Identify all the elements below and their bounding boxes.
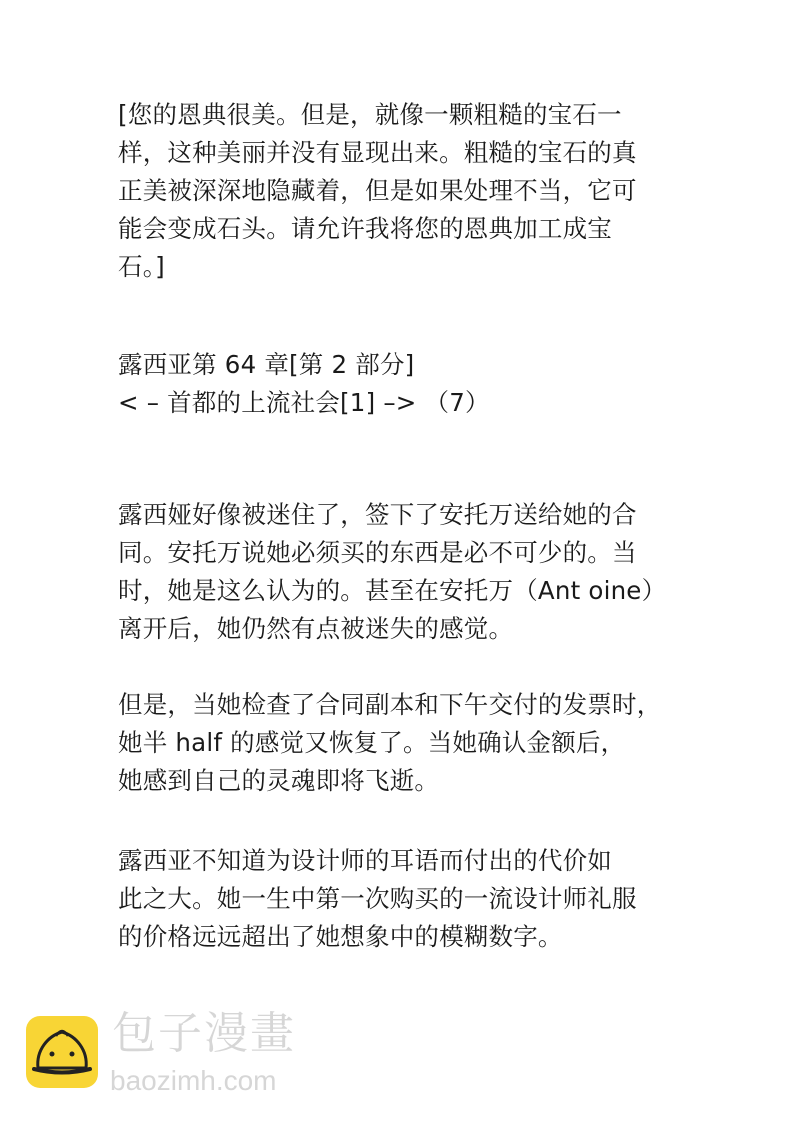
text-line: 石。] (118, 252, 165, 281)
chapter-title: 露西亚第 64 章[第 2 部分] (118, 350, 415, 379)
text-line: 她半 half 的感觉又恢复了。当她确认金额后， (118, 728, 626, 757)
baozi-logo-icon (26, 1016, 98, 1088)
brand-url: baozimh.com (110, 1065, 277, 1096)
text-line: 样，这种美丽并没有显现出来。粗糙的宝石的真 (118, 138, 637, 167)
text-line: 离开后，她仍然有点被迷失的感觉。 (118, 614, 514, 643)
text-line: 露西亚不知道为设计师的耳语而付出的代价如 (118, 846, 612, 875)
chapter-subtitle: < – 首都的上流社会[1] –> （7） (118, 388, 490, 417)
text-line: 时，她是这么认为的。甚至在安托万（Ant oine） (118, 576, 667, 605)
text-line: 此之大。她一生中第一次购买的一流设计师礼服 (118, 884, 637, 913)
text-line: 露西娅好像被迷住了，签下了安托万送给她的合 (118, 500, 637, 529)
paragraph-3 (118, 686, 661, 800)
text-line: 能会变成石头。请允许我将您的恩典加工成宝 (118, 214, 612, 243)
paragraph-4 (118, 842, 637, 956)
chapter-heading (118, 346, 490, 422)
text-line: 的价格远远超出了她想象中的模糊数字。 (118, 922, 563, 951)
text-line: 她感到自己的灵魂即将飞逝。 (118, 766, 440, 795)
brand-name: 包子漫畫 (112, 1008, 296, 1059)
paragraph-2 (118, 496, 666, 648)
text-line: 但是，当她检查了合同副本和下午交付的发票时， (118, 690, 662, 719)
text-line: 正美被深深地隐藏着，但是如果处理不当，它可 (118, 176, 637, 205)
text-line: 同。安托万说她必须买的东西是必不可少的。当 (118, 538, 637, 567)
paragraph-1 (118, 96, 637, 286)
text-line: [您的恩典很美。但是，就像一颗粗糙的宝石一 (118, 100, 622, 129)
